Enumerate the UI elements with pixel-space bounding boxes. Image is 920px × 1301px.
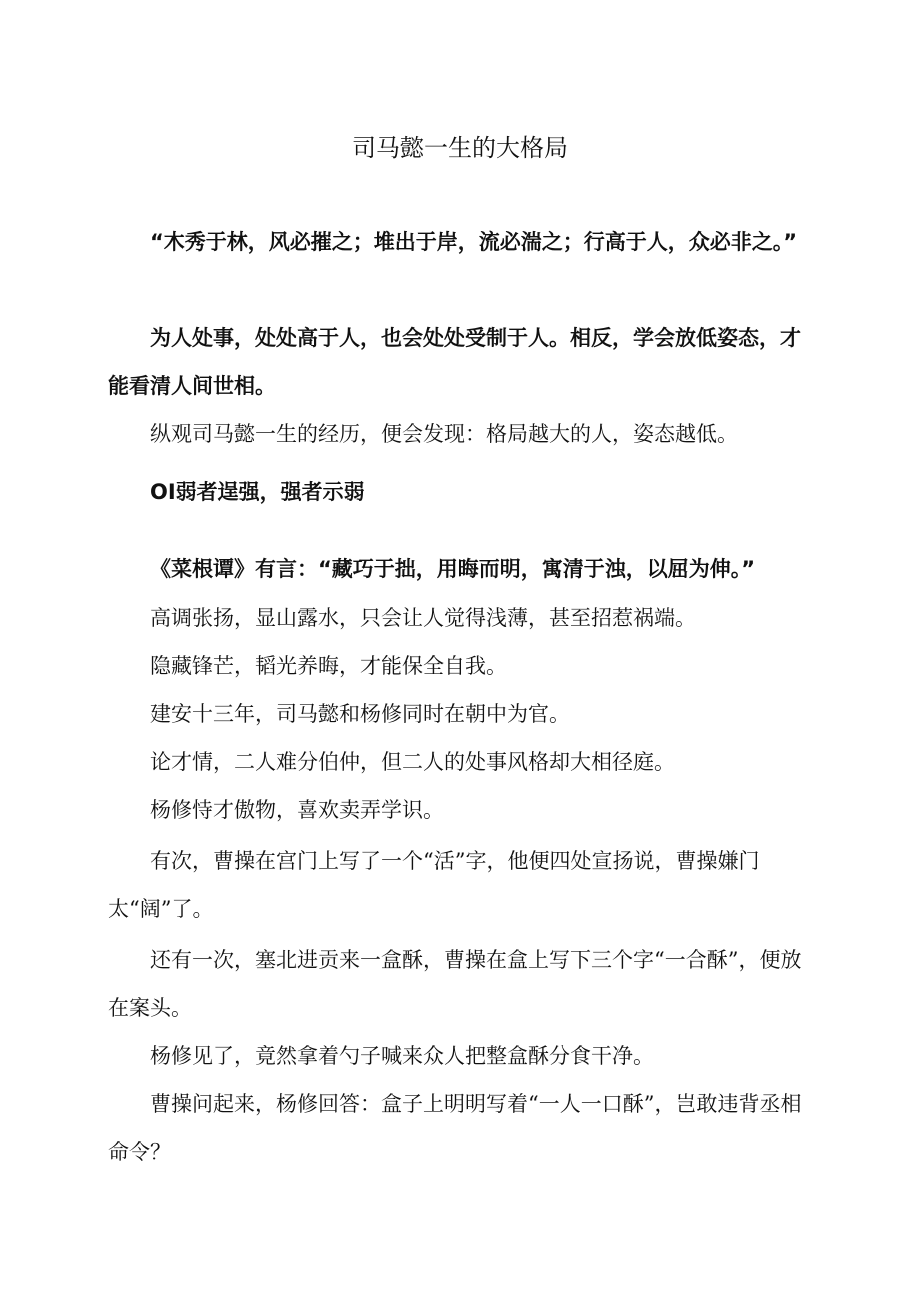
section-heading: OI弱者逞强，强者示弱 bbox=[150, 480, 365, 504]
body-paragraph: 杨修见了，竟然拿着勺子喊来众人把整盒酥分食干净。 bbox=[150, 1044, 654, 1068]
body-paragraph: 论才情，二人难分伯仲，但二人的处事风格却大相径庭。 bbox=[150, 750, 675, 774]
intro-paragraph: 为人处事，处处高于人，也会处处受制于人。相反，学会放低姿态，才能看清人间世相。 bbox=[108, 326, 801, 398]
document-title: 司马懿一生的大格局 bbox=[352, 134, 568, 162]
body-paragraph: 隐藏锋芒，韬光养晦，才能保全自我。 bbox=[150, 654, 507, 678]
summary-paragraph: 纵观司马懿一生的经历，便会发现：格局越大的人，姿态越低。 bbox=[150, 422, 738, 446]
body-paragraph: 还有一次，塞北进贡来一盒酥，曹操在盒上写下三个字“一合酥”，便放在案头。 bbox=[108, 948, 802, 1020]
caigentan-quote-paragraph: 《菜根谭》有言：“藏巧于拙，用晦而明，寓清于浊，以屈为伸。” bbox=[150, 557, 756, 581]
quote-paragraph: “木秀于林，风必摧之；堆出于岸，流必湍之；行高于人，众必非之。” bbox=[150, 230, 798, 254]
body-paragraph: 曹操问起来，杨修回答：盒子上明明写着“一人一口酥”，岂敢违背丞相命令？ bbox=[108, 1092, 802, 1164]
body-paragraph: 杨修恃才傲物，喜欢卖弄学识。 bbox=[150, 798, 444, 822]
body-paragraph: 建安十三年，司马懿和杨修同时在朝中为官。 bbox=[150, 702, 570, 726]
body-paragraph: 高调张扬，显山露水，只会让人觉得浅薄，甚至招惹祸端。 bbox=[150, 606, 696, 630]
body-paragraph: 有次，曹操在宫门上写了一个“活”字，他便四处宣扬说，曹操嫌门太“阔”了。 bbox=[108, 849, 760, 921]
